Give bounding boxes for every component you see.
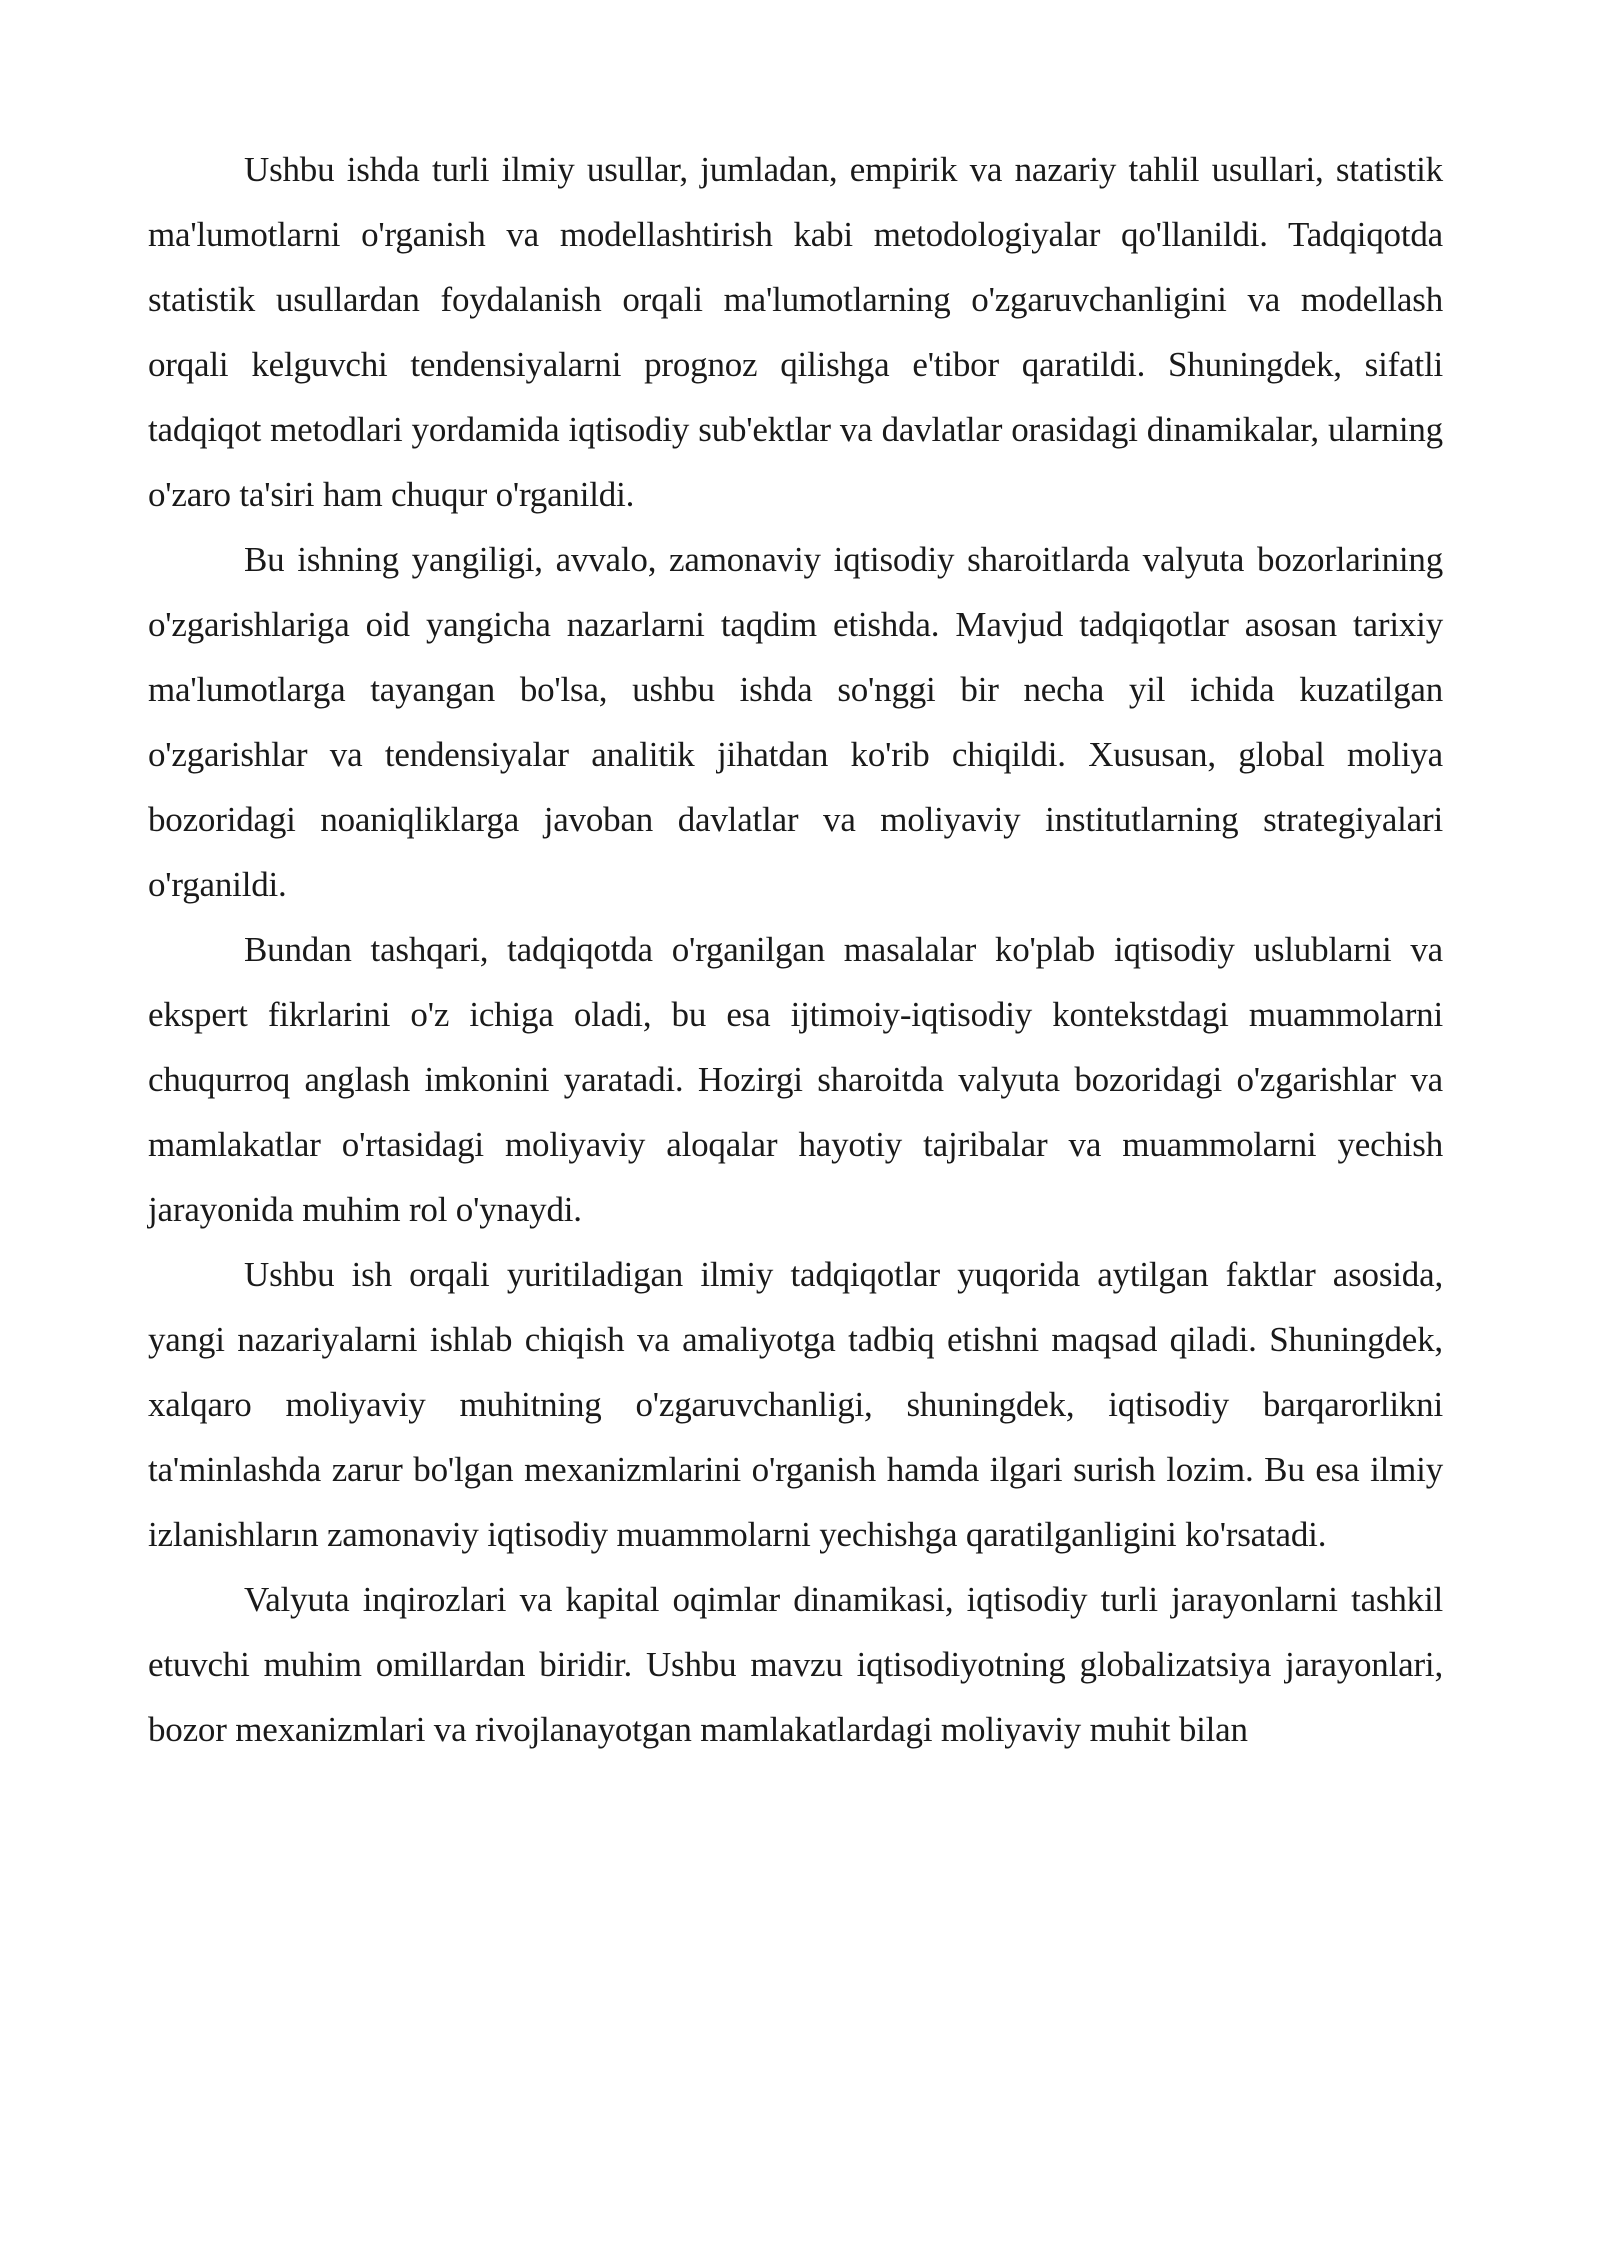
paragraph-methods: Ushbu ishda turli ilmiy usullar, jumladan, empirik va nazariy tahlil usullari, statistik ma'lumotlarni o'rganish va modellashtirish kabi metodologiyalar qo'llanildi. Tadqiqotda statistik usullardan foydalanish orqali ma'lumotlarning o'zgaruvchanligini va modellash orqali kelguvchi tendensiyalarni prognoz qilishga e'tibor qaratildi. Shuningdek, sifatli tadqiqot metodlari yordamida iqtisodiy sub'ektlar va davlatlar orasidagi dinamikalar, ularning o'zaro ta'siri ham chuqur o'rganildi.: [148, 150, 1443, 514]
paragraph-novelty: Bu ishning yangiligi, avvalo, zamonaviy iqtisodiy sharoitlarda valyuta bozorlarining o'zgarishlariga oid yangicha nazarlarni taqdim etishda. Mavjud tadqiqotlar asosan tarixiy ma'lumotlarga tayangan bo'lsa, ushbu ishda so'nggi bir necha yil ichida kuzatilgan o'zgarishlar va tendensiyalar analitik jihatdan ko'rib chiqildi. Xususan, global moliya bozoridagi noaniqliklarga javoban davlatlar va moliyaviy institutlarning strategiyalari o'rganildi.: [148, 540, 1443, 904]
paragraph-scope: Bundan tashqari, tadqiqotda o'rganilgan masalalar ko'plab iqtisodiy uslublarni va ekspert fikrlarini o'z ichiga oladi, bu esa ijtimoiy-iqtisodiy kontekstdagi muammolarni chuqurroq anglash imkonini yaratadi. Hozirgi sharoitda valyuta bozoridagi o'zgarishlar va mamlakatlar o'rtasidagi moliyaviy aloqalar hayotiy tajribalar va muammolarni yechish jarayonida muhim rol o'ynaydi.: [148, 930, 1443, 1229]
document-body: [148, 137, 1443, 1762]
paragraph-goals: Ushbu ish orqali yuritiladigan ilmiy tadqiqotlar yuqorida aytilgan faktlar asosida, yangi nazariyalarni ishlab chiqish va amaliyotga tadbiq etishni maqsad qiladi. Shuningdek, xalqaro moliyaviy muhitning o'zgaruvchanligi, shuningdek, iqtisodiy barqarorlikni ta'minlashda zarur bo'lgan mexanizmlarini o'rganish hamda ilgari surish lozim. Bu esa ilmiy izlanishların zamonaviy iqtisodiy muammolarni yechishga qaratilganligini ko'rsatadi.: [148, 1255, 1443, 1554]
paragraph-currency-crises: Valyuta inqirozlari va kapital oqimlar dinamikasi, iqtisodiy turli jarayonlarni tashkil etuvchi muhim omillardan biridir. Ushbu mavzu iqtisodiyotning globalizatsiya jarayonlari, bozor mexanizmlari va rivojlanayotgan mamlakatlardagi moliyaviy muhit bilan: [148, 1580, 1443, 1749]
